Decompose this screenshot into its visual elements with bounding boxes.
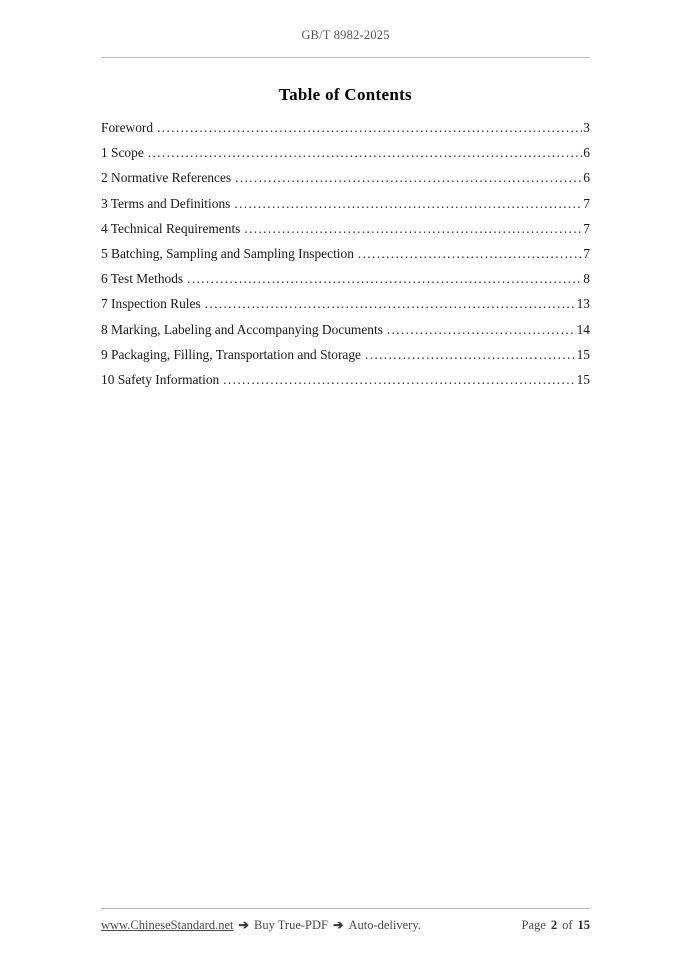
table-of-contents — [101, 120, 590, 397]
toc-entry-page: 13 — [576, 296, 590, 312]
toc-entry-packaging-filling[interactable] — [101, 347, 590, 372]
toc-entry-inspection-rules[interactable] — [101, 296, 590, 321]
toc-entry-page: 15 — [576, 371, 590, 387]
toc-entry-test-methods[interactable] — [101, 271, 590, 296]
promo-auto-delivery: Auto-delivery. — [348, 918, 421, 932]
arrow-right-icon: ➔ — [332, 918, 344, 932]
toc-entry-normative-references[interactable] — [101, 170, 590, 195]
toc-entry-page: 14 — [576, 321, 590, 337]
toc-entry-terms-and-definitions[interactable] — [101, 196, 590, 221]
toc-entry-scope[interactable] — [101, 145, 590, 170]
toc-entry-safety-information[interactable] — [101, 372, 590, 397]
toc-entry-page: 7 — [583, 245, 590, 261]
page-title: Table of Contents — [279, 85, 412, 104]
dot-leader — [234, 197, 582, 210]
toc-entry-page: 7 — [583, 195, 590, 211]
toc-entry-label: 3 Terms and Definitions — [101, 195, 231, 211]
toc-entry-label: 7 Inspection Rules — [101, 296, 201, 312]
arrow-right-icon: ➔ — [238, 918, 249, 932]
running-header: GB/T 8982-2025 — [301, 28, 390, 42]
website-link[interactable]: www.ChineseStandard.net — [101, 918, 234, 932]
toc-entry-label: 8 Marking, Labeling and Accompanying Documents — [101, 321, 383, 337]
dot-leader — [157, 121, 582, 134]
toc-entry-marking-labeling[interactable] — [101, 322, 590, 347]
toc-entry-page: 3 — [583, 120, 590, 135]
toc-entry-label: 1 Scope — [101, 145, 144, 161]
toc-entry-technical-requirements[interactable] — [101, 221, 590, 246]
dot-leader — [244, 222, 582, 235]
dot-leader — [365, 348, 576, 361]
promo-buy-true-pdf: Buy True-PDF — [253, 918, 328, 932]
toc-entry-page: 6 — [583, 170, 590, 186]
dot-leader — [223, 373, 575, 386]
current-page-number: 2 — [550, 918, 558, 932]
page-footer — [101, 917, 590, 933]
page-indicator — [522, 918, 590, 933]
toc-entry-label: 5 Batching, Sampling and Sampling Inspection — [101, 245, 354, 261]
toc-entry-label: 6 Test Methods — [101, 271, 184, 287]
toc-entry-label: Foreword — [101, 120, 154, 135]
footer-promo — [101, 917, 421, 933]
toc-entry-page: 6 — [583, 145, 590, 161]
toc-entry-label: 2 Normative References — [101, 170, 232, 186]
total-page-count: 15 — [577, 918, 590, 932]
header-divider — [101, 57, 590, 58]
toc-entry-page: 8 — [583, 271, 590, 287]
toc-entry-label: 4 Technical Requirements — [101, 220, 241, 236]
dot-leader — [387, 323, 576, 336]
toc-entry-foreword[interactable] — [101, 120, 590, 145]
dot-leader — [235, 171, 582, 184]
toc-entry-batching-sampling[interactable] — [101, 246, 590, 271]
dot-leader — [205, 297, 576, 310]
toc-entry-page: 15 — [576, 346, 590, 362]
dot-leader — [358, 247, 582, 260]
toc-entry-label: 9 Packaging, Filling, Transportation and Storage — [101, 346, 361, 362]
toc-entry-label: 10 Safety Information — [101, 371, 220, 387]
dot-leader — [187, 272, 582, 285]
footer-divider — [101, 908, 590, 909]
of-word: of — [562, 918, 573, 932]
page-word: Page — [521, 918, 546, 932]
dot-leader — [148, 146, 583, 159]
toc-entry-page: 7 — [583, 220, 590, 236]
